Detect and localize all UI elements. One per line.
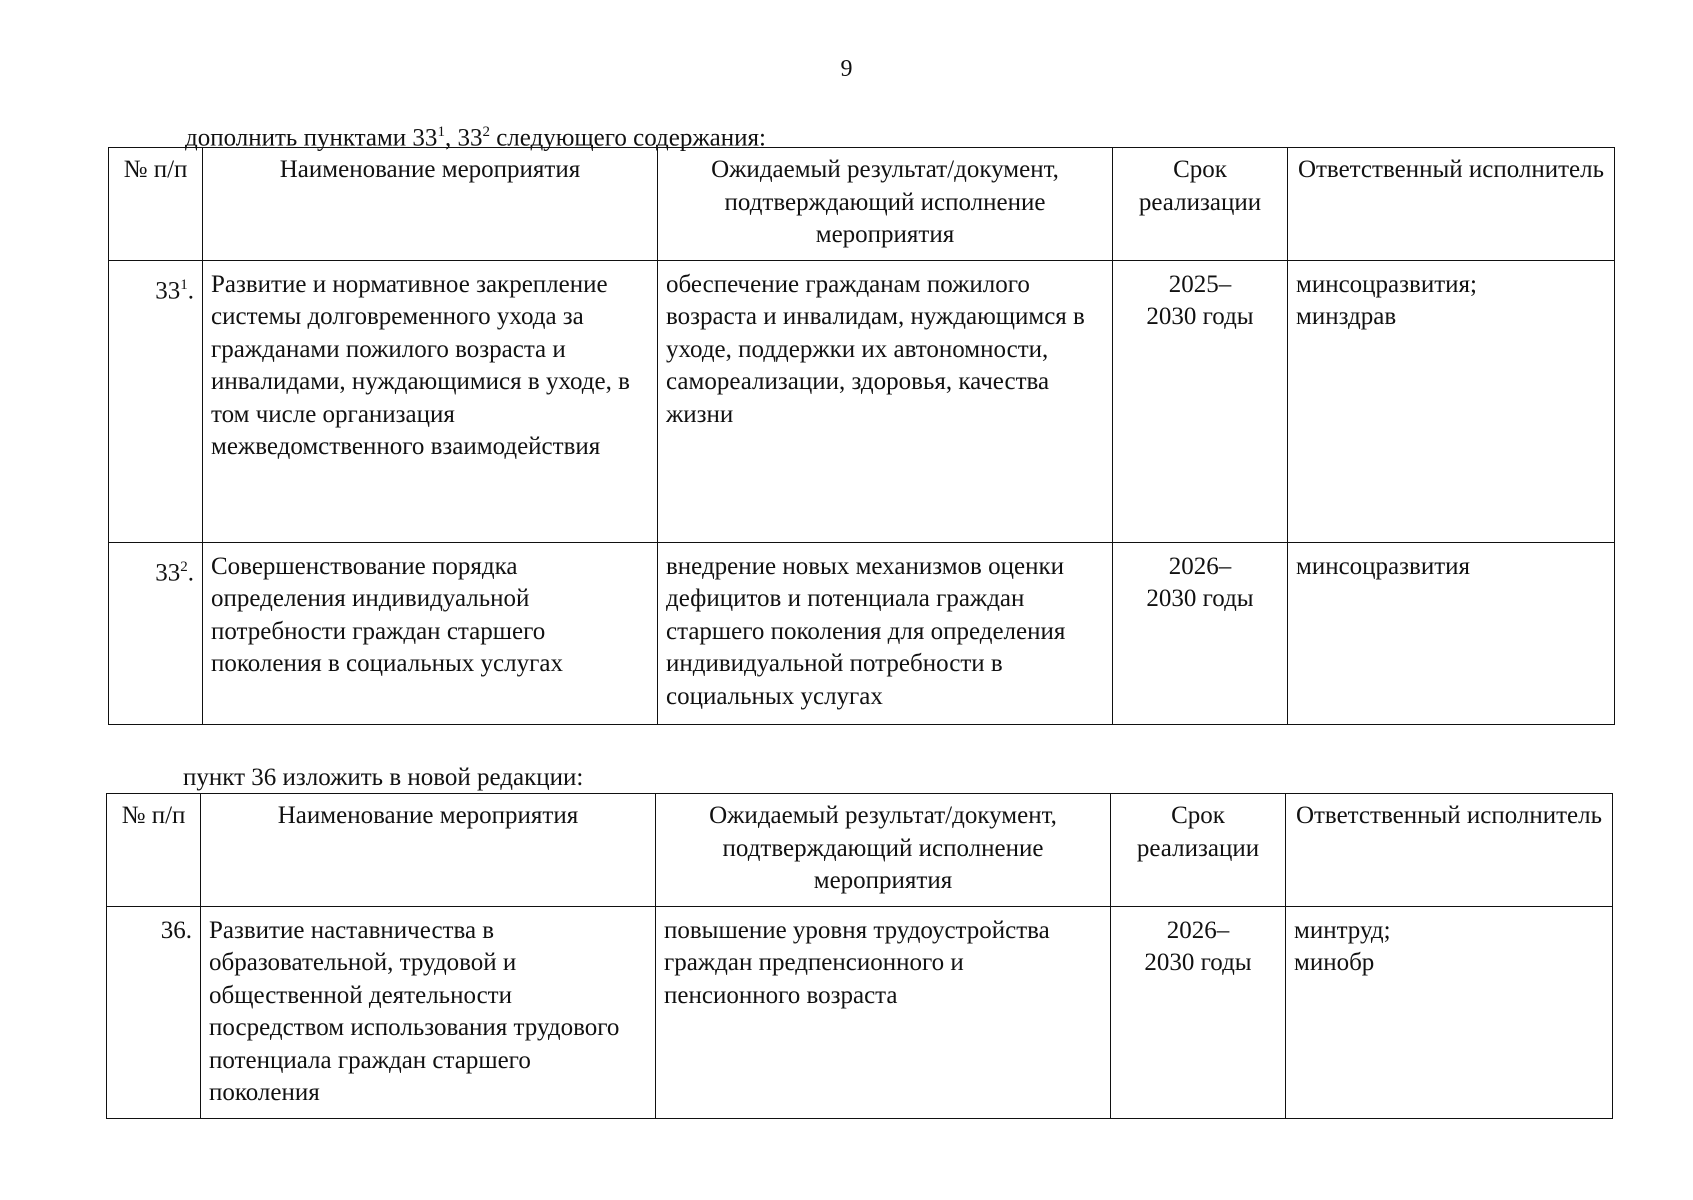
header-result: Ожидаемый результат/документ, подтверждающий исполнение мероприятия [656, 794, 1111, 907]
row-term-line2: 2030 годы [1146, 585, 1254, 612]
header-result: Ожидаемый результат/документ, подтверждающий исполнение мероприятия [658, 148, 1113, 261]
row-result: обеспечение гражданам пожилого возраста и инвалидам, нуждающимся в уходе, поддержки их автономности, самореализации, здоровья, качества жизни [658, 260, 1113, 542]
header-term: Срок реализации [1113, 148, 1288, 261]
row-term-line1: 2025– [1168, 270, 1232, 298]
row-number [109, 542, 203, 724]
section1-intro-sup2: 2 [482, 124, 490, 140]
header-num: № п/п [109, 148, 203, 261]
row-term-line2: 2030 годы [1146, 303, 1254, 330]
section1-table [108, 147, 1615, 725]
section2-intro: пункт 36 изложить в новой редакции: [183, 764, 584, 791]
row-term [1113, 260, 1288, 542]
section1-intro-sup1: 1 [437, 124, 445, 140]
row-name: Развитие и нормативное закрепление системы долговременного ухода за гражданами пожилого возраста и инвалидами, нуждающимися в уходе, в том числе организация межведомственного взаимодействия [203, 260, 658, 542]
row-number-base: 33 [155, 276, 181, 304]
row-number-base: 33 [155, 558, 181, 586]
table-header-row [109, 148, 1615, 261]
row-number-suffix: . [187, 558, 194, 586]
row-term-line2: 2030 годы [1144, 949, 1252, 976]
header-name: Наименование мероприятия [201, 794, 656, 907]
section2-table [106, 793, 1613, 1119]
row-term-line1: 2026– [1166, 916, 1230, 944]
row-executor-line1: минсоцразвития; [1296, 270, 1477, 298]
row-executor [1288, 542, 1615, 724]
row-term [1113, 542, 1288, 724]
row-name: Совершенствование порядка определения индивидуальной потребности граждан старшего поколения в социальных услугах [203, 542, 658, 724]
header-executor: Ответственный исполнитель [1288, 148, 1615, 261]
header-term: Срок реализации [1111, 794, 1286, 907]
row-term-line1: 2026– [1168, 552, 1232, 580]
header-executor: Ответственный исполнитель [1286, 794, 1613, 907]
row-executor-line2: минздрав [1296, 303, 1397, 330]
section1-intro-middle: , 33 [444, 124, 483, 152]
table-row [109, 542, 1615, 724]
row-executor-line1: минтруд; [1294, 916, 1391, 944]
table-row [109, 260, 1615, 542]
row-executor [1288, 260, 1615, 542]
header-num: № п/п [107, 794, 201, 907]
row-name: Развитие наставничества в образовательной, трудовой и общественной деятельности посредством использования трудового потенциала граждан старшего поколения [201, 906, 656, 1118]
section1-intro-prefix: дополнить пунктами 33 [185, 124, 438, 152]
header-name: Наименование мероприятия [203, 148, 658, 261]
row-executor [1286, 906, 1613, 1118]
table-row [107, 906, 1613, 1118]
row-number [109, 260, 203, 542]
row-executor-line2: минобр [1294, 949, 1375, 976]
row-number-sup: 2 [180, 558, 188, 575]
row-executor-line1: минсоцразвития [1296, 552, 1471, 580]
row-result: внедрение новых механизмов оценки дефицитов и потенциала граждан старшего поколения для определения индивидуальной потребности в социальных услугах [658, 542, 1113, 724]
row-number-sup: 1 [180, 276, 188, 293]
row-term [1111, 906, 1286, 1118]
row-number-suffix: . [187, 276, 194, 304]
row-result: повышение уровня трудоустройства граждан предпенсионного и пенсионного возраста [656, 906, 1111, 1118]
row-number: 36. [107, 906, 201, 1118]
table-header-row [107, 794, 1613, 907]
section1-intro-suffix: следующего содержания: [489, 124, 766, 152]
page-number: 9 [840, 56, 853, 82]
